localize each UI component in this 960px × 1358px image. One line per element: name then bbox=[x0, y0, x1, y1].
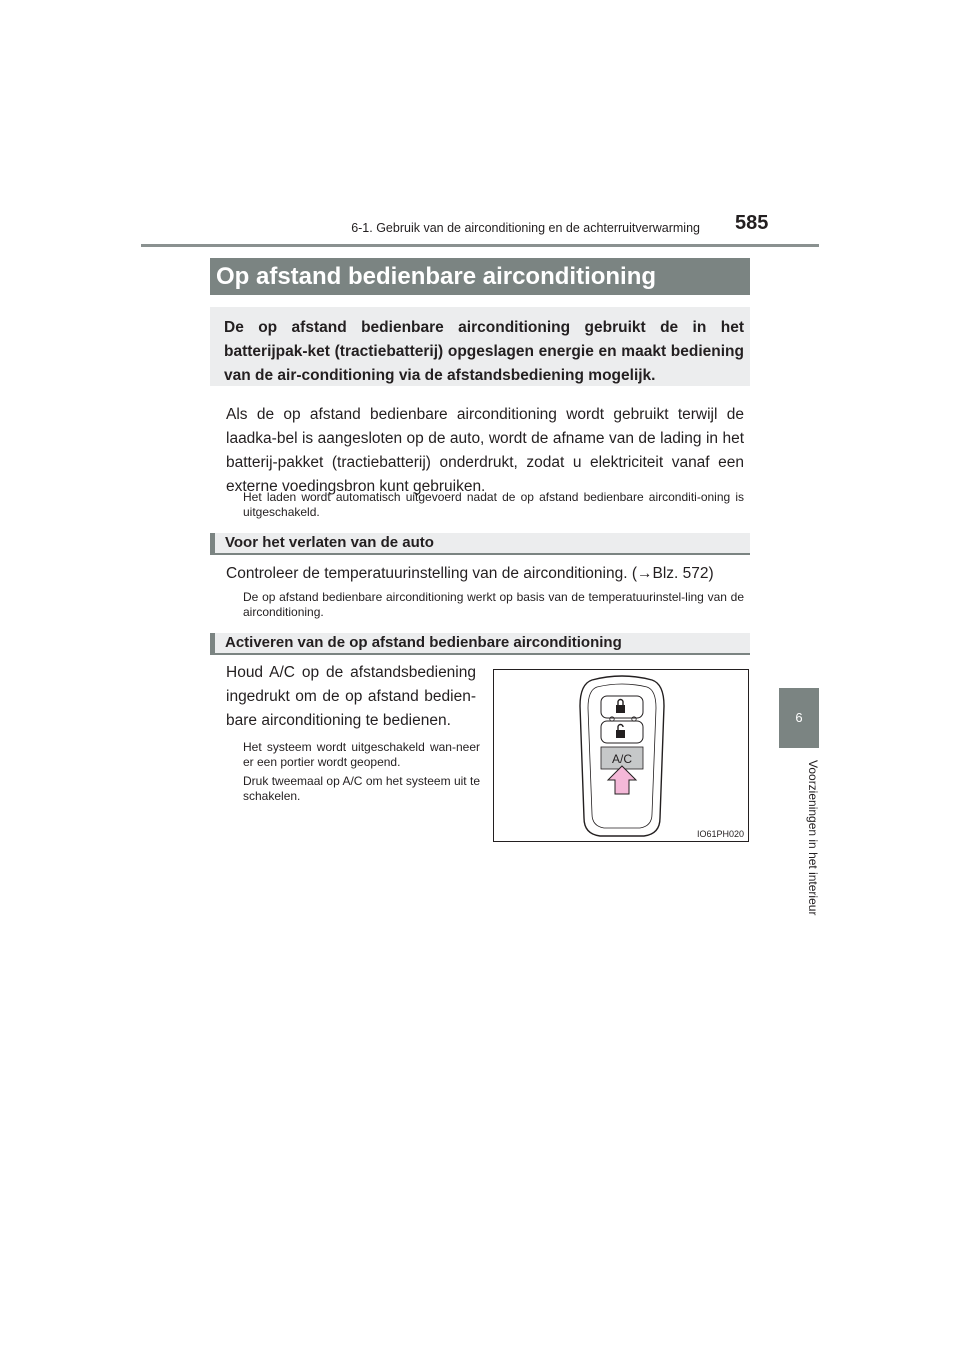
section-title: Op afstand bedienbare airconditioning bbox=[210, 258, 750, 295]
intro-box: De op afstand bedienbare airconditioning gebruikt de in het batterijpak-ket (tractiebatterij) opgeslagen energie en maakt bediening van de air-conditioning via de afstandsbediening mogelijk. bbox=[210, 307, 750, 386]
running-header: 6-1. Gebruik van de airconditioning en de achterruitverwarming bbox=[351, 221, 700, 235]
remote-key-icon bbox=[494, 670, 748, 841]
chapter-tab: 6 bbox=[779, 688, 819, 748]
header-rule bbox=[141, 244, 819, 247]
ac-button-label: A/C bbox=[611, 752, 633, 766]
subsection-body-activate: Houd A/C op de afstandsbediening ingedrukt om de op afstand bedien-bare airconditioning te bedienen. bbox=[226, 664, 476, 729]
figure-code: IO61PH020 bbox=[696, 829, 744, 839]
subsection-body-check-temperature: Controleer de temperatuurinstelling van de airconditioning. (→Blz. 572) bbox=[226, 565, 714, 582]
section-body-paragraph: Als de op afstand bedienbare airconditioning wordt gebruikt terwijl de laadka-bel is aangesloten op de auto, wordt de afname van de lading in het batterij-pakket (tractiebatterij) onderdrukt, zodat u elektriciteit vanaf een externe voedingsbron kunt gebruiken. bbox=[226, 406, 744, 495]
section-note: Het laden wordt automatisch uitgevoerd nadat de op afstand bedienbare airconditi-oning is uitgeschakeld. bbox=[243, 490, 744, 519]
chapter-tab-label: Voorzieningen in het interieur bbox=[806, 760, 820, 916]
page-number: 585 bbox=[735, 212, 769, 234]
note-door-open: Het systeem wordt uitgeschakeld wan-neer er een portier wordt geopend. bbox=[243, 740, 480, 769]
note-press-twice: Druk tweemaal op A/C om het systeem uit te schakelen. bbox=[243, 774, 480, 803]
subsection-note-temperature: De op afstand bedienbare airconditioning werkt op basis van de temperatuurinstel-ling van de airconditioning. bbox=[243, 590, 744, 619]
subsection-heading-activate: Activeren van de op afstand bedienbare airconditioning bbox=[210, 633, 750, 655]
subsection-heading-leaving-car: Voor het verlaten van de auto bbox=[210, 533, 750, 555]
remote-key-figure bbox=[493, 669, 749, 842]
